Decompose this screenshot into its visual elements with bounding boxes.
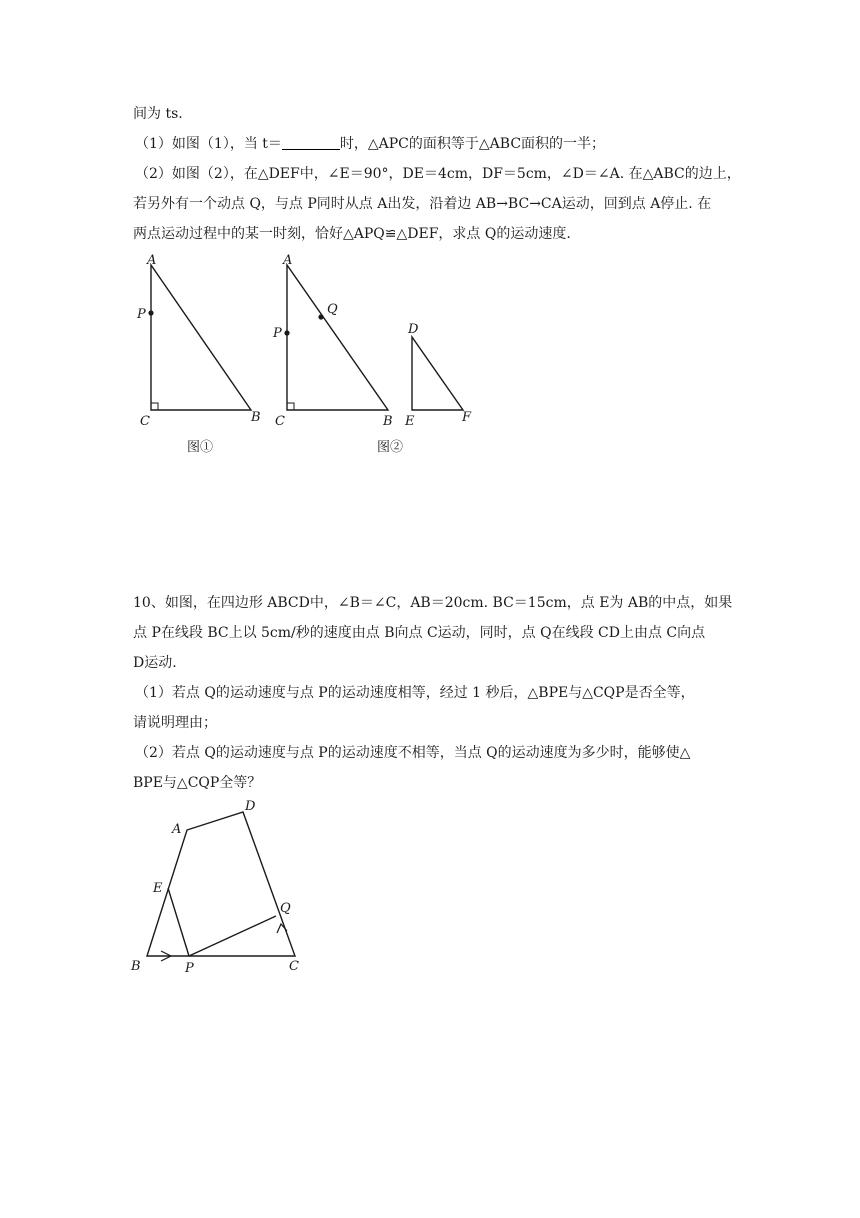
p9-question-2-line1: （2）如图（2），在△DEF中，∠E＝90°，DE＝4cm，DF＝5cm，∠D＝∠A. 在△ABC的边上， xyxy=(135,166,741,182)
label-c: C xyxy=(140,414,150,429)
point-p-dot xyxy=(284,330,289,335)
p9-q1-prefix: （1）如图（1），当 t＝ xyxy=(135,136,282,152)
point-p-dot xyxy=(148,310,153,315)
p9-question-2-line3: 两点运动过程中的某一时刻，恰好△APQ≌△DEF，求点 Q的运动速度. xyxy=(133,226,571,242)
p9-line-intro: 间为 ts. xyxy=(133,106,183,122)
right-angle-mark-2 xyxy=(287,403,294,410)
answer-blank[interactable] xyxy=(282,135,340,150)
p10-line3: D运动. xyxy=(133,655,177,671)
figure-2 xyxy=(265,245,485,460)
quadrilateral-abcd xyxy=(147,812,295,956)
triangle-abc-2 xyxy=(287,265,388,410)
label-a: A xyxy=(283,253,293,268)
label-p: P xyxy=(137,307,146,322)
right-angle-mark xyxy=(151,403,158,410)
p10-question-2-line2: BPE与△CQP全等？ xyxy=(133,775,262,791)
p10-line1: 10、如图，在四边形 ABCD中，∠B＝∠C，AB＝20cm. BC＝15cm，点 E为 AB的中点，如果 xyxy=(133,595,733,611)
label-d: D xyxy=(245,800,256,814)
label-b: B xyxy=(131,959,141,974)
triangle-abc xyxy=(151,265,251,410)
label-p: P xyxy=(185,961,194,976)
triangle-def xyxy=(412,337,463,410)
p10-question-2-line1: （2）若点 Q的运动速度与点 P的运动速度不相等，当点 Q的运动速度为多少时，能够使△ xyxy=(135,745,691,761)
p10-line2: 点 P在线段 BC上以 5cm/秒的速度由点 B向点 C运动，同时，点 Q在线段 CD上由点 C向点 xyxy=(133,625,706,641)
label-e: E xyxy=(153,881,163,896)
label-f: F xyxy=(462,410,472,425)
p10-question-1-line2: 请说明理由； xyxy=(133,715,217,731)
label-c: C xyxy=(275,414,285,429)
label-a: A xyxy=(172,822,182,837)
label-b: B xyxy=(251,410,261,425)
p9-question-2-line2: 若另外有一个动点 Q，与点 P同时从点 A出发，沿着边 AB→BC→CA运动，回到点 A停止. 在 xyxy=(133,196,712,212)
label-b: B xyxy=(383,414,393,429)
label-p: P xyxy=(273,326,282,341)
figure-1-caption: 图① xyxy=(187,440,214,455)
p9-question-1 xyxy=(135,134,605,154)
figure-1 xyxy=(125,245,275,460)
point-q-dot xyxy=(318,314,323,319)
segment-pq xyxy=(189,916,276,956)
p9-q1-suffix: 时，△APC的面积等于△ABC面积的一半； xyxy=(339,136,606,152)
label-q: Q xyxy=(280,901,291,916)
figure-quadrilateral xyxy=(125,800,315,980)
label-q: Q xyxy=(327,302,338,317)
p10-question-1-line1: （1）若点 Q的运动速度与点 P的运动速度相等，经过 1 秒后，△BPE与△CQP是否全等， xyxy=(135,685,695,701)
segment-ep xyxy=(168,888,189,956)
label-d: D xyxy=(408,322,419,337)
label-e: E xyxy=(405,414,415,429)
figure-2-caption: 图② xyxy=(377,440,404,455)
label-c: C xyxy=(289,959,299,974)
label-a: A xyxy=(147,253,157,268)
